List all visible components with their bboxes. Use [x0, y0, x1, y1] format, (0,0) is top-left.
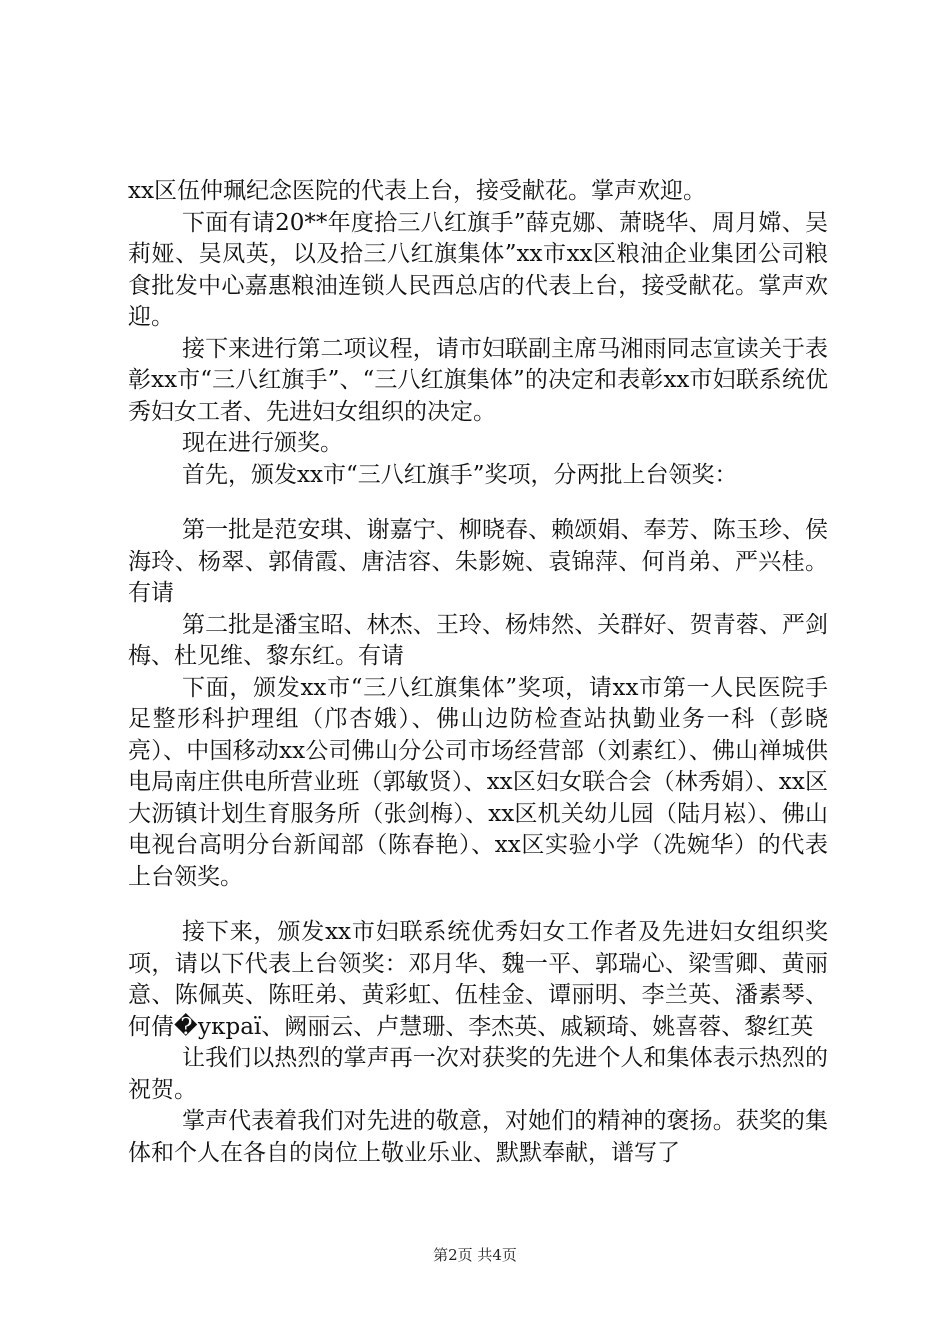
paragraph-collective-award: 下面，颁发xx市“三八红旗集体”奖项，请xx市第一人民医院手足整形科护理组（邝杏娥）、佛山边防检查站执勤业务一科（彭晓亮）、中国移动xx公司佛山分公司市场经营部（刘素红）、佛山禅城供电局南庄供电所营业班（郭敏贤）、xx区妇女联合会（林秀娟）、xx区大沥镇计划生育服务所（张剑梅）、xx区机关幼儿园（陆月崧）、佛山电视台高明分台新闻部（陈春艳）、xx区实验小学（冼婉华）的代表上台领奖。	[128, 674, 828, 890]
paragraph-flower-presentation: 下面有请20**年度拾三八红旗手”薛克娜、萧晓华、周月嫦、吴莉娅、吴凤英，以及拾三八红旗集体”xx市xx区粮油企业集团公司粮食批发中心嘉惠粮油连锁人民西总店的代表上台，接受献花。掌声欢迎。	[128, 209, 828, 330]
paragraph-congratulations: 让我们以热烈的掌声再一次对获奖的先进个人和集体表示热烈的祝贺。	[128, 1045, 828, 1103]
paragraph-first-award: 首先，颁发xx市“三八红旗手”奖项，分两批上台领奖：	[182, 461, 738, 488]
paragraph-continuation: xx区伍仲珮纪念医院的代表上台，接受献花。掌声欢迎。	[128, 178, 706, 204]
paragraph-applause: 掌声代表着我们对先进的敬意，对她们的精神的褒扬。获奖的集体和个人在各自的岗位上敬业乐业、默默奉献，谱写了	[128, 1108, 828, 1166]
paragraph-second-agenda: 接下来进行第二项议程，请市妇联副主席马湘雨同志宣读关于表彰xx市“三八红旗手”、“三八红旗集体”的决定和表彰xx市妇联系统优秀妇女工者、先进妇女组织的决定。	[128, 335, 828, 425]
paragraph-award-start: 现在进行颁奖。	[182, 430, 343, 456]
paragraph-first-batch: 第一批是范安琪、谢嘉宁、柳晓春、赖颂娟、奉芳、陈玉珍、侯海玲、杨翠、郭倩霞、唐洁容、朱影婉、袁锦萍、何肖弟、严兴桂。有请	[128, 517, 828, 606]
paragraph-workers-award: 接下来，颁发xx市妇联系统优秀妇女工作者及先进妇女组织奖项，请以下代表上台领奖：邓月华、魏一平、郭瑞心、梁雪卿、黄丽意、陈佩英、陈旺弟、黄彩虹、伍桂金、谭丽明、李兰英、潘素琴、何倩�украї、阙丽云、卢慧珊、李杰英、戚颖琦、姚喜蓉、黎红英	[128, 919, 828, 1040]
page-number: 第2页 共4页	[433, 1246, 517, 1264]
document-body	[128, 176, 828, 1169]
paragraph-second-batch: 第二批是潘宝昭、林杰、王玲、杨炜然、关群好、贺青蓉、严剑梅、杜见维、黎东红。有请	[128, 611, 828, 669]
